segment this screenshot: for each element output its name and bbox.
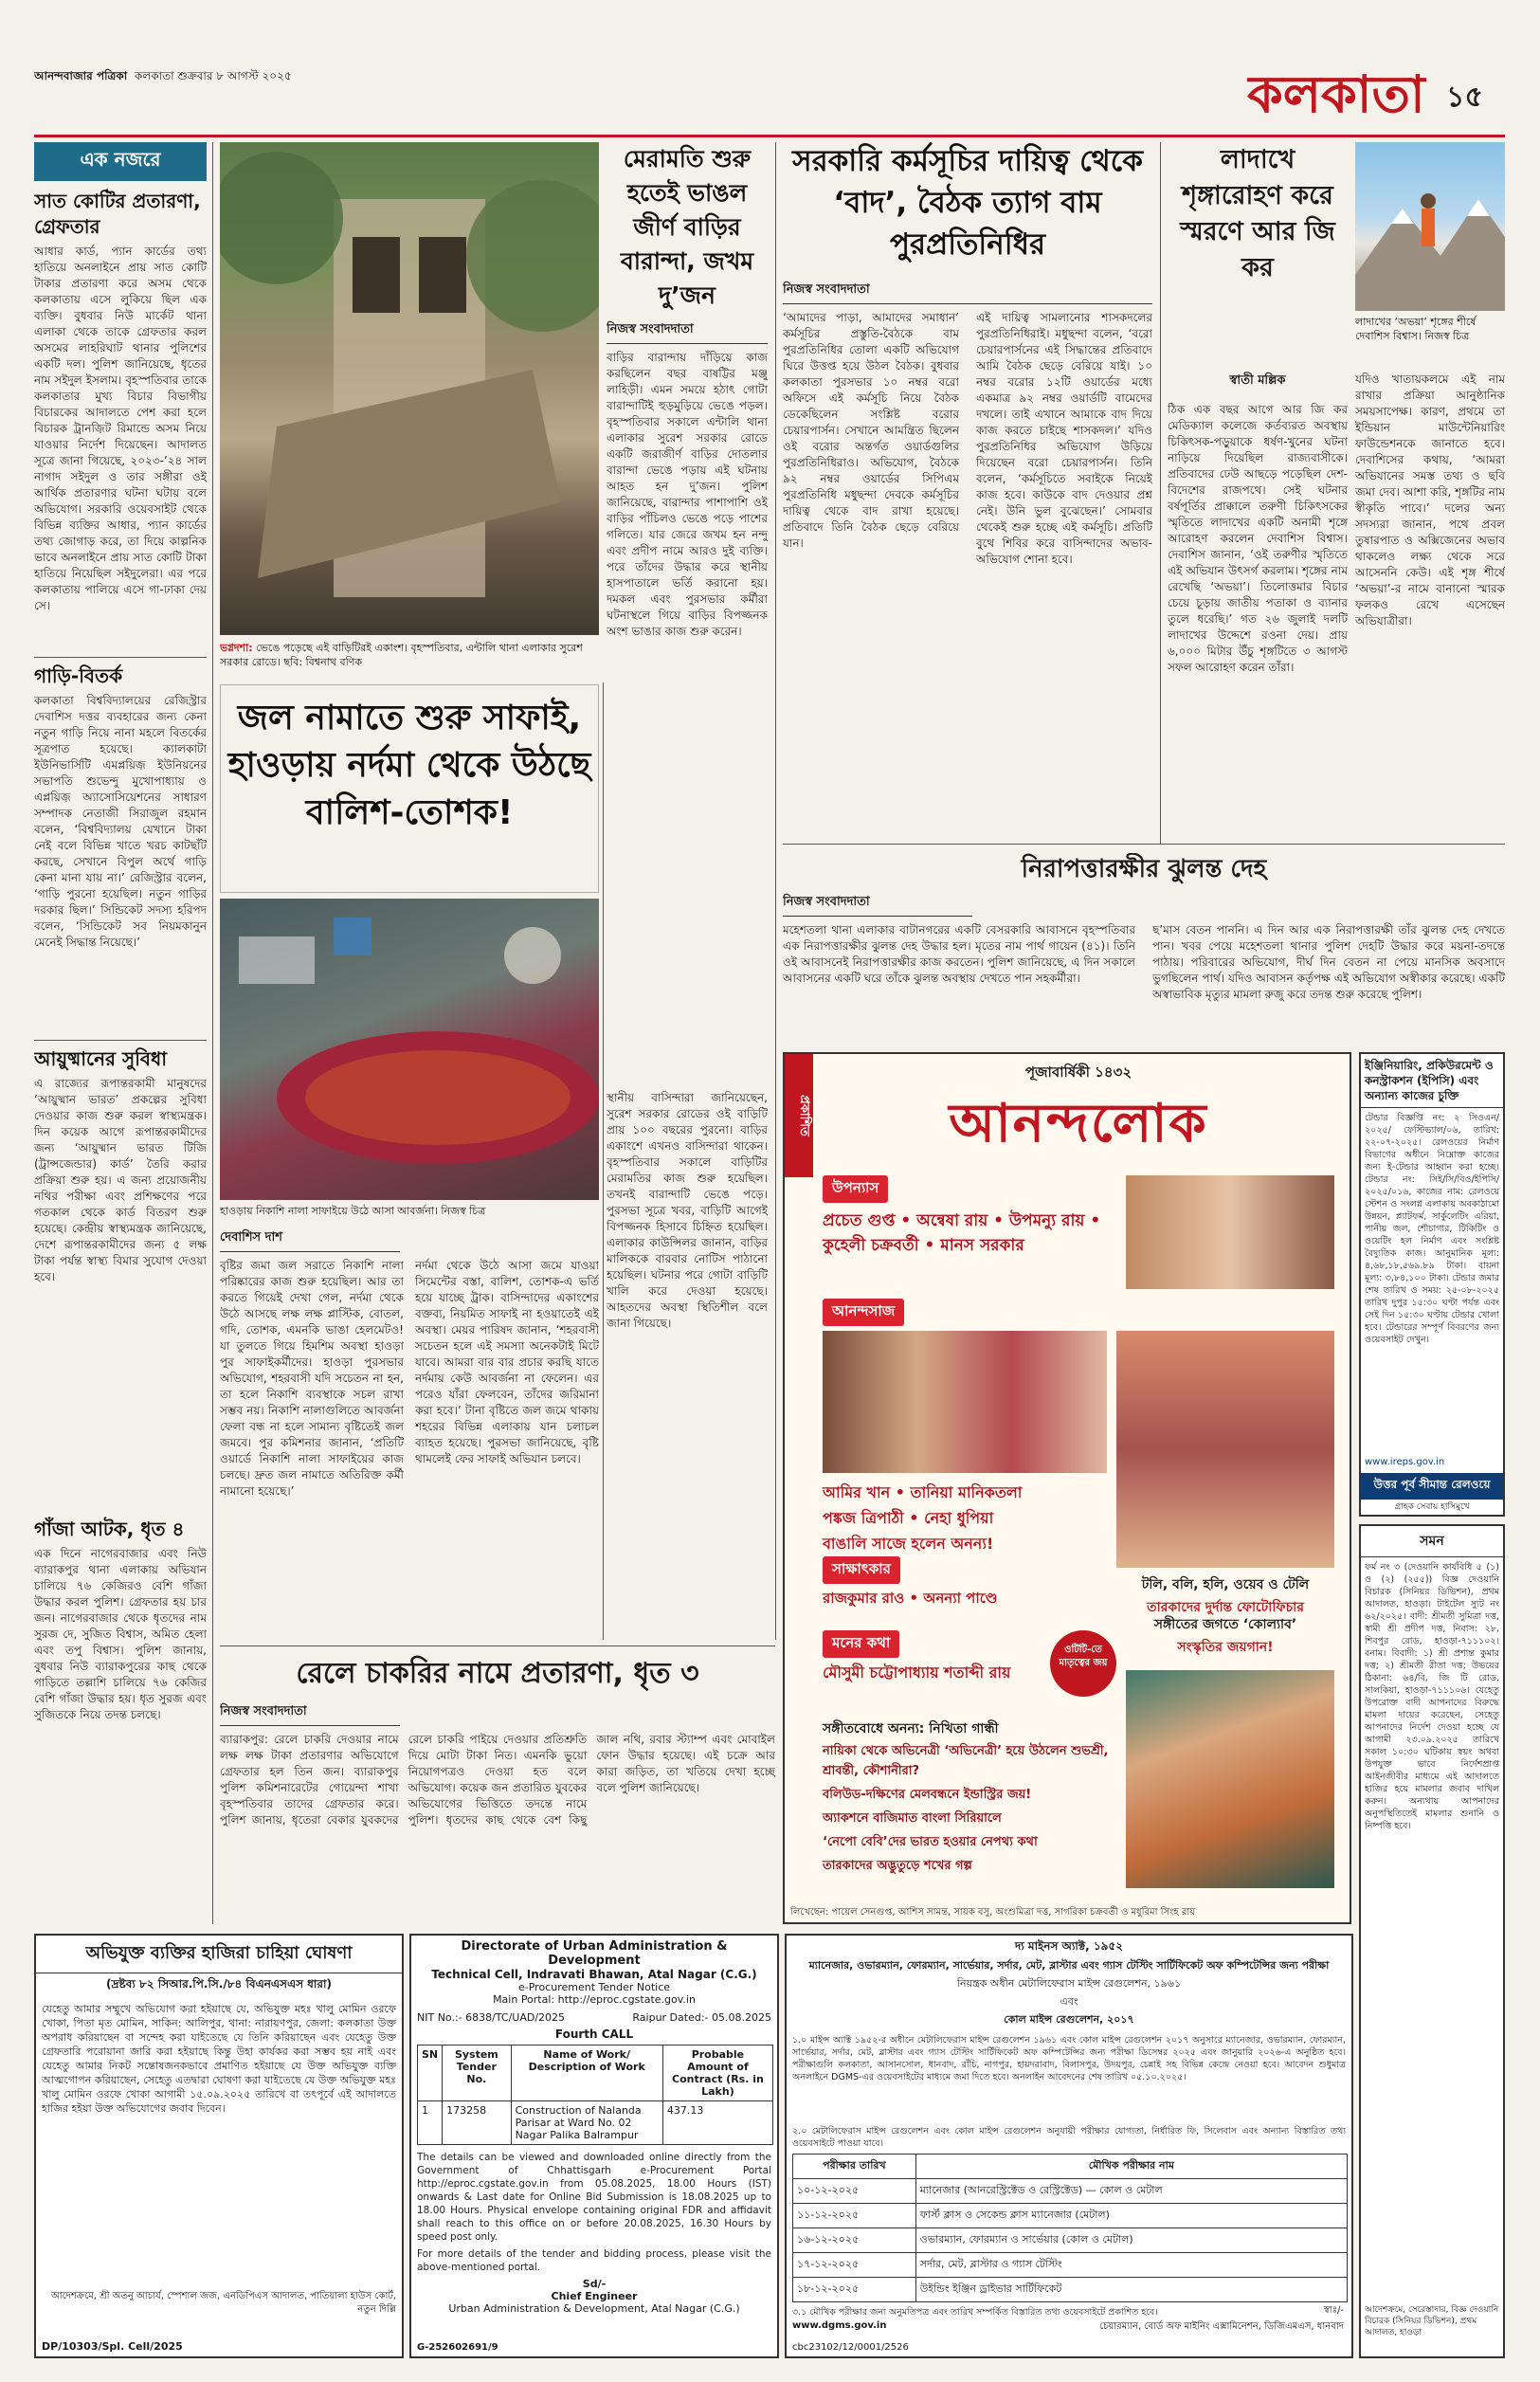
ad-footer: লিখেছেন: পায়েল সেনগুপ্ত, আশিস সামন্ত, সায়ক বসু, অংশুমিত্রা দত্ত, সাগরিকা চক্রবর্তী ও মধুরিমা সিংহ রায় bbox=[790, 1907, 1196, 1918]
hanging-byline: নিজস্ব সংবাদদাতা bbox=[783, 893, 972, 917]
water-body-2: নর্দমা থেকে উঠে আসা জমে যাওয়া সিমেন্টের বস্তা, বালিশ, তোশক-এ ভর্তি হয়ে যাচ্ছে ট্রাক। বাসিন্দাদের একাংশের বক্তব্য, নিয়মিত সাফাই না হওয়াতেই এই অবস্থা। মেয়র পারিষদ জানান, ‘শহরবাসী সচেতন হলে এই সমস্যা অনেকটাই মিটে যাবে। আমরা বার বার প্রচার করছি যাতে নর্দমায় কেউ আবর্জনা না ফেলেন। এর পরেও যাঁরা ফেলবেন, তাঁদের জরিমানা করা হবে।’ টানা বৃষ্টিতে জল জমে থাকায় শহরের বিভিন্ন এলাকায় যান চলাচল ব্যাহত হয়েছে। পুরসভা জানিয়েছে, বৃষ্টি থামলেই ফের সাফাই অভিযান চলবে। bbox=[415, 1259, 599, 1465]
table-header: পরীক্ষার তারিখ bbox=[793, 2155, 916, 2179]
story-fraud-body: আধার কার্ড, প্যান কার্ডের তথ্য হাতিয়ে অনলাইনে প্রায় সাত কোটি টাকার প্রতারণা করে অসম থেকে কলকাতায় এসে লুকিয়ে ছিল এক ব্যক্তি। বুধবার নিউ মার্কেট থানা এলাকা থেকে তাকে গ্রেফতার করল অসমের লাহরিঘাট থানার পুলিশের একটি দল। পুলিশ জানিয়েছে, ধৃতের নাম সইদুল ইসলাম। বৃহস্পতিবার তাকে কলকাতার মুখ্য বিচার বিভাগীয় বিচারকের আদালতে পেশ করা হলে বিচারক ট্রানজ়িট রিমান্ডে অসম নিয়ে যাওয়ার নির্দেশ দিয়েছেন। আদালত সূত্রে জানা গিয়েছে, ২০২৩-’২৪ সাল নাগাদ সইদুল ও তার সঙ্গীরা ওই আর্থিক প্রতারণার ঘটনা ঘটায় বলে অভিযোগ। সরকারি ওয়েবসাইট থেকে বিভিন্ন ব্যক্তির আধার, প্যান কার্ডের তথ্য জোগাড় করে, তা দিয়ে কাল্পনিক ভাবে অনলাইনে প্রায় সাত কোটি টাকা হাতিয়ে নিয়েছিল সইদুলেরা। এর পরে কলকাতায় পালিয়ে এসে গা-ঢাকা দেয় সে। bbox=[34, 245, 207, 612]
cg-date: Raipur Dated:- 05.08.2025 bbox=[632, 2011, 771, 2024]
at-a-glance-column bbox=[34, 142, 207, 1522]
col-rule bbox=[775, 844, 776, 1640]
music-line-2: সংস্কৃতির জয়গান! bbox=[1177, 1640, 1274, 1655]
cg-code: G-252602691/9 bbox=[417, 2342, 498, 2353]
mines-title-2: ম্যানেজার, ওভারম্যান, ফোরম্যান, সার্ভেয়ার, সর্দার, মেট, ব্লাস্টার এবং গ্যাস টেস্টিং সার্টিফিকেট অফ কম্পিটেন্সির জন্য পরীক্ষা bbox=[808, 1959, 1330, 1972]
story-car-body: কলকাতা বিশ্ববিদ্যালয়ের রেজিস্ট্রার দেবাশিস দত্তর ব্যবহারের জন্য কেনা নতুন গাড়ি নিয়ে নানা মহলে বিতর্কের সূত্রপাত হয়েছে। ক্যালকাটা ইউনিভার্সিটি এমপ্লয়িজ় ইউনিয়নের সভাপতি শুভেন্দু মুখোপাধ্যায় ও এপ্লয়িজ় অ্যাসোসিয়েশনের সাধারণ সম্পাদক নেতাজী সিরাজুল রহমান বলেন, ‘বিশ্ববিদ্যালয় যেখানে টাকা নেই বলে বিভিন্ন খাতে খরচ কাটছাঁট করছে, সেখানে বিপুল অর্থে গাড়ি কেনা মানা যায় না।’ রেজিস্ট্রার বলেন, ‘গাড়ি পুরনো হয়েছিল। নতুন গাড়ির দরকার ছিল।’ সিন্ডিকেট সদস্য হরিপদ বলেন, ‘সিন্ডিকেট সব নিয়মকানুন মেনেই সিদ্ধান্ত নিয়েছে।’ bbox=[34, 694, 207, 949]
ad-bullet: তারকাদের অদ্ভুতুড়ে শখের গল্প bbox=[823, 1859, 972, 1873]
ladakh-headline: লাদাখে শৃঙ্গারোহণ করে স্মরণে আর জি কর bbox=[1180, 145, 1335, 282]
tolly-line-1: টলি, বলি, হলি, ওয়েব ও টেলি bbox=[1141, 1577, 1310, 1592]
lead-story bbox=[783, 281, 1152, 830]
railway-tender bbox=[1359, 1052, 1505, 1517]
hanging-body-2: ছ’মাস বেতন পাননি। এ দিন আর এক নিরাপত্তারক্ষী তাঁর ঝুলন্ত দেহ দেখতে পান। খবর পেয়ে মহেশতলা থানার পুলিশ দেহটি উদ্ধার করে ময়না-তদন্তে পাঠায়। পরিবারের অভিযোগ, দীর্ঘ দিন বেতন না পেয়ে মানসিক অবসাদে ভুগছিলেন পার্থ। যদিও আবাসন কর্তৃপক্ষ এই অভিযোগ অস্বীকার করেছে। একটি অস্বাভাবিক মৃত্যুর মামলা রুজু করে তদন্ত শুরু করেছে পুলিশ। bbox=[1152, 923, 1505, 1001]
ad-bullets bbox=[823, 1742, 1116, 1881]
collapse-body-2: স্থানীয় বাসিন্দারা জানিয়েছেন, সুরেশ সরকার রোডের ওই বাড়িটি প্রায় ১০০ বছরের পুরনো। বাড়ির একাংশে এখনও বাসিন্দারা থাকেন। বৃহস্পতিবার সকালে বাড়িটির মেরামতির কাজ শুরু হয়েছিল। তখনই বারান্দাটি ভেঙে পড়ে। পুরসভা সূত্রে খবর, বাড়িটি আগেই বিপজ্জনক হিসাবে চিহ্নিত হয়েছিল। এলাকার কাউন্সিলর জানান, বাড়ির মালিককে বারবার নোটিস পাঠানো হয়েছিল। ঘটনার পরে গোটা বাড়িটি খালি করে দেওয়া হয়েছে। আহতদের অবস্থা স্থিতিশীল বলে জানা গিয়েছে। bbox=[607, 1091, 768, 1330]
collapse-headline: মেরামতি শুরু হতেই ভাঙল জীর্ণ বাড়ির বারান্দা, জখম দু’জন bbox=[620, 145, 754, 309]
water-headline-box bbox=[220, 684, 599, 893]
collapse-caption bbox=[220, 641, 599, 682]
table-row bbox=[418, 2101, 773, 2145]
table-row bbox=[793, 2228, 1348, 2253]
ad-tag: প্রকাশিত bbox=[785, 1054, 813, 1177]
table-header: মৌখিক পরীক্ষার নাম bbox=[915, 2155, 1347, 2179]
novel-label: উপন্যাস bbox=[823, 1175, 888, 1203]
ad-bullet: অ্যাকশনে বাজিমাত বাংলা সিরিয়ালে bbox=[823, 1811, 1002, 1826]
collapse-story bbox=[607, 142, 768, 1137]
moner-label: মনের কথা bbox=[823, 1630, 899, 1658]
tolly-photo bbox=[1116, 1331, 1334, 1568]
anandalok-ad bbox=[783, 1052, 1351, 1924]
col-rule bbox=[212, 142, 213, 1924]
drain-photo bbox=[220, 899, 599, 1200]
table-row bbox=[793, 2204, 1348, 2228]
cg-sig-3: Urban Administration & Development, Atal Nagar (C.G.) bbox=[448, 2302, 740, 2315]
section-title: কলকাতা bbox=[1247, 64, 1425, 124]
cg-tender-notice bbox=[409, 1934, 779, 2358]
table-row bbox=[793, 2179, 1348, 2204]
lead-body-2: এই দায়িত্ব সামলানোর শাসকদলের পুরপ্রতিনিধিরাই। মধুছন্দা বলেন, ‘বরো চেয়ারপার্সনের এই সিদ্ধান্তের প্রতিবাদে আমি বৈঠক ছেড়ে বেরিয়ে যাই। ১০ নম্বর বরোর ১২টি ওয়ার্ডের মধ্যে একমাত্র ৯২ নম্বর ওয়ার্ডটি বামেদের দখলে। তাই এখানে আমাকে বাদ দিয়ে কাজ করতে চাইছে শাসকদল।’ যদিও পুরপ্রতিনিধির অভিযোগ উড়িয়ে দিয়েছেন বরো চেয়ারপার্সন। তিনি বলেন, ‘কর্মসূচিতে সবাইকে নিয়েই কাজ হবে। কাউকে বাদ দেওয়ার প্রশ্ন নেই। উনি ভুল বুঝেছেন।’ সোমবার থেকেই শুরু হচ্ছে এই কর্মসূচি। প্রতিটি বুথে শিবির করে বাসিন্দাদের অভাব-অভিযোগ শোনা হবে। bbox=[976, 311, 1152, 566]
moner-names: মৌসুমী চট্টোপাধ্যায় শতাব্দী রায় bbox=[823, 1664, 1011, 1682]
railway-footer: উত্তর পূর্ব সীমান্ত রেলওয়ে bbox=[1361, 1473, 1503, 1500]
interview-names: রাজকুমার রাও • অনন্যা পাণ্ডে bbox=[823, 1590, 998, 1607]
cg-call: Fourth CALL bbox=[554, 2027, 634, 2041]
water-headline: জল নামাতে শুরু সাফাই, হাওড়ায় নর্দমা থেকে উঠছে বালিশ-তোশক! bbox=[227, 699, 591, 832]
col-rule bbox=[603, 682, 604, 1640]
cg-sig-1: Sd/- bbox=[582, 2278, 607, 2290]
table-header: SN bbox=[418, 2046, 443, 2101]
story-ayushman-body: এ রাজ্যের রূপান্তরকামী মানুষদের ‘আয়ুষ্মান ভারত’ প্রকল্পের সুবিধা দেওয়ার কাজ শুরু করল স্বাস্থ্যমন্ত্রক। দিন কয়েক আগে রূপান্তরকামীদের জন্য ‘আয়ুষ্মান ভারত টিজি (ট্রান্সজেন্ডার) কার্ড’ তৈরি করার প্রক্রিয়া শুরু হয়। এ জন্য প্রয়োজনীয় নথির পরীক্ষা এবং প্রশিক্ষণের পরে গতকাল থেকে কার্ড বিতরণ শুরু হয়েছে। কেন্দ্রীয় স্বাস্থ্যমন্ত্রক জানিয়েছে, দেশে রূপান্তরকামীদের জন্য ৫ লক্ষ টাকা পর্যন্ত স্বাস্থ্য বিমার সুযোগ দেওয়া হবে। bbox=[34, 1077, 207, 1283]
table-header: Name of Work/ Description of Work bbox=[511, 2046, 662, 2101]
ladakh-caption: লাদাখের ‘অভয়া’ শৃঙ্গের শীর্ষে দেবাশিস বিশ্বাস। নিজস্ব চিত্র bbox=[1355, 316, 1477, 342]
story-ganja-body: এক দিনে নাগেরবাজার এবং নিউ ব্যারাকপুর থানা এলাকায় অভিযান চালিয়ে ৭৬ কেজিরও বেশি গাঁজা উদ্ধার করল পুলিশ। গ্রেফতার হয় চার জন। নাগেরবাজার থেকে ধৃতদের নাম সুরজ দে, সুজিত বিশ্বাস, অমিত হেলা এবং তপু বিশ্বাস। পুলিশ জানায়, বুধবার নিউ ব্যারাকপুরের কাছ থেকে গাড়িতে তল্লাশি চালিয়ে ৭৬ কেজির বেশি গাঁজা উদ্ধার হয়। ধৃত সুরজ এবং সুজিতকে নিয়ে তদন্ত চলছে। bbox=[34, 1547, 207, 1721]
hanging-headline: নিরাপত্তারক্ষীর ঝুলন্ত দেহ bbox=[1021, 855, 1267, 883]
novel-photo bbox=[1126, 1175, 1334, 1289]
proclamation-code: DP/10303/Spl. Cell/2025 bbox=[42, 2340, 183, 2353]
cg-tender-table bbox=[417, 2045, 773, 2145]
railway-website: www.ireps.gov.in bbox=[1365, 1457, 1445, 1467]
ladakh-photo bbox=[1355, 142, 1505, 311]
collapse-caption-lead: ভগ্নদশা: bbox=[220, 642, 253, 654]
table-cell: 437.13 bbox=[662, 2101, 772, 2145]
story-fraud-headline: সাত কোটির প্রতারণা, গ্রেফতার bbox=[34, 190, 201, 238]
collapse-photo bbox=[220, 142, 599, 635]
masthead-rule bbox=[34, 135, 1505, 137]
cg-details: The details can be viewed and downloaded online directly from the Government of Chhattisgarh e-Procurement Portal http://eproc.cgstate.gov.in from 05.08.2025, 18.00 Hours (IST) onwards & Last date for Online Bid Submission is 18.08.2025 up to 18.00 Hours. Physical envelope containing original FDR and affidavit shall reach to this office on or before 20.08.2025, 16.30 Hours by speed post only. bbox=[417, 2152, 771, 2243]
summons-title: সমন bbox=[1361, 1526, 1503, 1557]
story-car-headline: গাড়ি-বিতর্ক bbox=[34, 664, 123, 687]
mines-title-5: কোল মাইন্স রেগুলেশন, ২০১৭ bbox=[1004, 2013, 1134, 2026]
cg-sig-2: Chief Engineer bbox=[551, 2290, 638, 2302]
publication-dateline bbox=[34, 68, 698, 87]
music-line-1: সঙ্গীতের জগতে ‘কোল্যাব’ bbox=[1153, 1617, 1297, 1632]
proclamation-notice bbox=[34, 1934, 404, 2358]
table-cell: 1 bbox=[418, 2101, 443, 2145]
drain-photo-art bbox=[220, 899, 599, 1200]
stars-line-2: পঙ্কজ ত্রিপাঠী • নেহা ধুপিয়া bbox=[823, 1509, 994, 1527]
mountain-art bbox=[1355, 142, 1505, 311]
table-cell: উইন্ডিং ইঞ্জিন ড্রাইভার সার্টিফিকেট bbox=[915, 2278, 1347, 2302]
table-cell: 173258 bbox=[443, 2101, 511, 2145]
story-ganja bbox=[34, 1517, 207, 1915]
table-cell: ফার্স্ট ক্লাস ও সেকেন্ড ক্লাস ম্যানেজার (মেটাল) bbox=[915, 2204, 1347, 2228]
sangeet-label: সঙ্গীতবোধে অনন্য: নিখিতা গান্ধী bbox=[823, 1721, 999, 1736]
cover-photo bbox=[1126, 1670, 1334, 1888]
table-cell: ১১-১২-২০২৫ bbox=[793, 2204, 916, 2228]
mines-website: www.dgms.gov.in bbox=[792, 2320, 887, 2331]
cg-line-4: Main Portal: http://eproc.cgstate.gov.in bbox=[493, 1993, 696, 2006]
mines-sig-1: স্বাঃ/- bbox=[1323, 2305, 1344, 2316]
lead-byline: নিজস্ব সংবাদদাতা bbox=[783, 281, 1152, 304]
story-ayushman-headline: আয়ুষ্মানের সুবিধা bbox=[34, 1047, 168, 1070]
mines-sig-2: চেয়ারম্যান, বোর্ড অফ মাইনিং এক্সামিনেশন, ডিজিএমএস, ধানবাদ bbox=[1098, 2321, 1344, 2332]
col-rule bbox=[775, 142, 776, 844]
ott-badge: ওটিটি-তে মাতৃত্বের জয় bbox=[1050, 1630, 1116, 1697]
ladakh-byline: স্বাতী মল্লিক bbox=[1168, 372, 1348, 394]
table-cell: ওভারম্যান, ফোরম্যান ও সার্ভেয়ার (কোল ও মেটাল) bbox=[915, 2228, 1347, 2253]
cg-line-1: Directorate of Urban Administration & Development bbox=[461, 1939, 728, 1968]
ad-issue: পূজাবার্ষিকী ১৪৩২ bbox=[1024, 1064, 1132, 1081]
jobs-fraud-byline: নিজস্ব সংবাদদাতা bbox=[220, 1702, 400, 1726]
table-cell: ১৮-১২-২০২৫ bbox=[793, 2278, 916, 2302]
table-row bbox=[793, 2278, 1348, 2302]
collapse-caption-text: ভেঙে পড়েছে এই বাড়িটিরই একাংশ। বৃহস্পতিবার, এন্টালি থানা এলাকার সুরেশ সরকার রোডে। ছবি: বিশ্বনাথ বণিক bbox=[220, 642, 583, 668]
mines-code: cbc23102/12/0001/2526 bbox=[792, 2342, 909, 2353]
proclamation-sub: (দ্রষ্টব্য ৮২ সিআর.পি.সি./৮৪ বিএনএসএস ধারা) bbox=[106, 1977, 332, 1991]
mines-title-3: নিয়ন্ত্রক অধীন মেটালিফেরাস মাইন্স রেগুলেশন, ১৯৬১ bbox=[956, 1977, 1182, 1990]
railway-footer-sub: গ্রাহক সেবায় হাসিমুখে bbox=[1394, 1502, 1470, 1512]
lead-body-1: ‘আমাদের পাড়া, আমাদের সমাধান’ কর্মসূচির প্রস্তুতি-বৈঠকে বাম পুরপ্রতিনিধির তোলা একটি অভিযোগ ঘিরে উত্তপ্ত হয়ে উঠল বৈঠক। বুধবার কলকাতা পুরসভার ১০ নম্বর বরো অফিসে এই কর্মসূচি নিয়ে বৈঠক ডেকেছিলেন সংশ্লিষ্ট বরোর চেয়ারপার্সন। সেখানে আমন্ত্রিত ছিলেন ওই বরোর অন্তর্গত ওয়ার্ডগুলির পুরপ্রতিনিধিরাও। অভিযোগ, বৈঠকে ৯২ নম্বর ওয়ার্ডের সিপিএম পুরপ্রতিনিধি মধুছন্দা দেবকে কর্মসূচির দায়িত্ব থেকে বাদ রাখা হয়েছে। প্রতিবাদে তিনি বৈঠক ছেড়ে বেরিয়ে যান। bbox=[783, 311, 959, 550]
ladakh-body-2: যদিও খাতায়কলমে এই নাম রাখার প্রক্রিয়া আনুষ্ঠানিক সময়সাপেক্ষ। কারণ, প্রথমে তা ইন্ডিয়ান মাউন্টেনিয়ারিং ফাউন্ডেশনকে জানাতে হবে। দেবাশিসের কথায়, ‘আমরা অভিযানের সমস্ত তথ্য ও ছবি জমা দেব। আশা করি, শৃঙ্গটির নাম স্বীকৃতি পাবে।’ দলের অন্য সদস্যরা জানান, পথে প্রবল তুষারপাত ও অক্সিজেনের অভাব থাকলেও লক্ষ্য থেকে সরে আসেননি কেউ। এই শৃঙ্গ শীর্ষে ‘অভয়া’-র নামে বানানো স্মারক ফলকও রেখে এসেছেন অভিযাত্রীরা। bbox=[1355, 373, 1505, 627]
jobs-fraud-story bbox=[220, 1702, 775, 1926]
table-cell: ম্যানেজার (আনরেস্ট্রিক্টেড ও রেস্ট্রিক্টেড) — কোল ও মেটাল bbox=[915, 2179, 1347, 2204]
publication-name: আনন্দবাজার পত্রিকা bbox=[34, 69, 128, 82]
col-rule bbox=[1160, 142, 1161, 844]
proclamation-signature: আদেশক্রমে, শ্রী অতনু আচার্য, স্পেশাল জজ, এনডিপিএস আদালত, পাতিয়ালা হাউস কোর্ট, নতুন দিল্লি bbox=[51, 2291, 396, 2315]
ladakh-body-1: ঠিক এক বছর আগে আর জি কর মেডিক্যাল কলেজে কর্তব্যরত অবস্থায় চিকিৎসক-পড়ুয়াকে ধর্ষণ-খুনের ঘটনা নাড়িয়ে দিয়েছিল রাজ্যবাসীকে। প্রতিবাদের ঢেউ আছড়ে পড়েছিল দেশ-বিদেশের রাজপথে। সেই ঘটনার বর্ষপূর্তির প্রাক্কালে তরুণী চিকিৎসকের স্মৃতিতে লাদাখের একটি অনামী শৃঙ্গে আরোহণ করলেন দেবাশিস বিশ্বাস। দেবাশিস জানান, ‘ওই তরুণীর স্মৃতিতে এই অভিযান উৎসর্গ করলাম। শৃঙ্গের নাম রেখেছি ‘অভয়া’। তিলোত্তমার বিচার চেয়ে চূড়ায় জাতীয় পতাকা ও ব্যানার তুলে ধরেছি।’ গত ২৬ জুলাই দলটি লাদাখের উদ্দেশে রওনা দেয়। প্রায় ৬,০০০ মিটার উঁচু শৃঙ্গটিতে ৩ আগস্ট সফল আরোহণ করেন তাঁরা। bbox=[1168, 403, 1348, 674]
summons-signature: আদেশক্রমে, সেরেস্তাদার, বিজ্ঞ দেওয়ানি বিচারক (সিনিয়র ডিভিশন), প্রথম আদালত, হাওড়া bbox=[1365, 2305, 1499, 2337]
interview-label: সাক্ষাৎকার bbox=[823, 1556, 900, 1584]
stars-photo bbox=[823, 1331, 1107, 1473]
hanging-body-1: মহেশতলা থানা এলাকার বাটানগরের একটি বেসরকারি আবাসনে বৃহস্পতিবার এক নিরাপত্তারক্ষীর ঝুলন্ত দেহ উদ্ধার হল। মৃতের নাম পার্থ গায়েন (৪১)। তিনি ওই আবাসনেই নিরাপত্তারক্ষীর কাজ করতেন। পুলিশ জানিয়েছে, এ দিন সকালে আবাসনের একটি ঘরে তাঁকে ঝুলন্ত অবস্থায় দেখতে পান সহকর্মীরা। bbox=[783, 923, 1135, 985]
water-body-1: বৃষ্টির জমা জল সরাতে নিকাশি নালা পরিষ্কারের কাজ শুরু হয়েছিল। আর তা করতে গিয়েই দেখা গেল, নর্দমা থেকে উঠে আসছে লক্ষ লক্ষ প্লাস্টিক, বোতল, গদি, তোশক, এমনকি ভাঙা হেলমেটও! যা তুলতে গিয়ে হিমশিম অবস্থা হাওড়া পুর সাফাইকর্মীদের। হাওড়া পুরসভার অভিযোগ, শহরবাসী যদি সচেতন না হন, তা হলে নিকাশি ব্যবস্থাকে সচল রাখা সম্ভব নয়। নিকাশি নালাগুলিতে আবর্জনা ফেলা বন্ধ না হলে সামান্য বৃষ্টিতেই জল জমবে। পুর কমিশনার জানান, ‘প্রতিটি ওয়ার্ডে নিকাশি নালা সাফাইয়ের কাজ চলছে। দ্রুত জল নামাতে অতিরিক্ত কর্মী নামানো হয়েছে।’ bbox=[220, 1259, 404, 1498]
mines-body-2: ২.০ মেটালিফেরাস মাইন্স রেগুলেশন এবং কোল মাইন্স রেগুলেশন অনুযায়ী পরীক্ষার যোগ্যতা, নির্ধারিত ফি, সিলেবাস এবং অন্যান্য বিস্তারিত তথ্য ওয়েবসাইটে পাওয়া যাবে। bbox=[792, 2126, 1346, 2149]
story-ganja-headline: গাঁজা আটক, ধৃত ৪ bbox=[34, 1518, 185, 1540]
railway-title: ইঞ্জিনিয়ারিং, প্রকিউরমেন্ট ও কনস্ট্রাকশন (ইপিসি) এবং অন্যান্য কাজের চুক্তি bbox=[1361, 1054, 1503, 1108]
table-row bbox=[793, 2253, 1348, 2278]
page-number: ১৫ bbox=[1446, 81, 1483, 112]
collapse-body-1: বাড়ির বারান্দায় দাঁড়িয়ে কাজ করছিলেন বছর বাষট্টির মঞ্জু লাহিড়ী। এমন সময়ে হঠাৎ গোটা বারান্দাটিই হুড়মুড়িয়ে ভেঙে পড়ল। বৃহস্পতিবার সকালে এন্টালি থানা এলাকার সুরেশ সরকার রোডে একটি জরাজীর্ণ বাড়ির দোতলার বারান্দা ভেঙে পড়ায় এই ঘটনায় আহত হন দু’জন। পুলিশ জানিয়েছে, বারান্দার পাশাপাশি ওই বাড়ির পাঁচিলও ভেঙে পড়ে পাশের গলিতে। যার জেরে জখম হন নন্দু এবং প্রদীপ নামে আরও দুই ব্যক্তি। পরে তাঁদের উদ্ধার করে স্থানীয় হাসপাতালে ভর্তি করানো হয়। দমকল এবং পুরসভার কর্মীরা ঘটনাস্থলে গিয়ে বাড়ির বিপজ্জনক অংশ ভাঙার কাজ শুরু করেন। bbox=[607, 351, 768, 638]
jobs-fraud-body: ব্যারাকপুর: রেলে চাকরি দেওয়ার নামে লক্ষ লক্ষ টাকা প্রতারণার অভিযোগে গ্রেফতার হল তিন জন। ব্যারাকপুর পুলিশ কমিশনারেটের গোয়েন্দা শাখা বৃহস্পতিবার তাদের গ্রেফতার করে। পুলিশ জানায়, ধৃতেরা বেকার যুবকদের রেলে চাকরি পাইয়ে দেওয়ার প্রতিশ্রুতি দিয়ে মোটা টাকা নিত। এমনকি ভুয়ো নিয়োগপত্রও দেওয়া হত বলে অভিযোগ। কয়েক জন প্রতারিত যুবকের অভিযোগের ভিত্তিতে তদন্তে নামে পুলিশ। ধৃতদের কাছ থেকে বেশ কিছু জাল নথি, রবার স্ট্যাম্প এবং মোবাইল ফোন উদ্ধার হয়েছে। এই চক্রে আর কারা জড়িত, তা খতিয়ে দেখা হচ্ছে বলে পুলিশ জানিয়েছে। bbox=[220, 1733, 775, 1827]
water-story bbox=[220, 1228, 599, 1636]
mines-body-1: ১.০ মাইন্স অ্যাক্ট ১৯৫২-র অধীনে মেটালিফেরাস মাইন্স রেগুলেশন ১৯৬১ এবং কোল মাইন্স রেগুলেশন ২০১৭ অনুসারে ম্যানেজার, ওভারম্যান, ফোরম্যান, সার্ভেয়ার, সর্দার, মেট, ব্লাস্টার এবং গ্যাস টেস্টিং সার্টিফিকেট অফ কম্পিটেন্সির জন্য পরীক্ষা ডিসেম্বর ২০২৫ এবং জানুয়ারি ২০২৬-এ অনুষ্ঠিত হবে। পরীক্ষাগুলি কলকাতা, আসানসোল, ধানবাদ, রাঁচি, নাগপুর, হায়দরাবাদ, বিলাসপুর, উদয়পুর, চেন্নাই সহ বিভিন্ন কেন্দ্রে নেওয়া হবে। আবেদন শুধুমাত্র অনলাইনে DGMS-এর ওয়েবসাইটের মাধ্যমে জমা দিতে হবে। অনলাইন আবেদনের শেষ তারিখ ০৫.১০.২০২৫। bbox=[792, 2035, 1346, 2082]
mines-table bbox=[792, 2154, 1348, 2302]
mines-title-4: এবং bbox=[1060, 1995, 1078, 2008]
mines-body-3: ৩.১ মৌখিক পরীক্ষার জন্য অনুমতিপত্র এবং তারিখ সম্পর্কিত বিস্তারিত তথ্য ওয়েবসাইটে প্রকাশিত হবে। bbox=[792, 2307, 1158, 2318]
collapse-byline: নিজস্ব সংবাদদাতা bbox=[607, 320, 768, 344]
tolly-line-2: তারকাদের দুর্দান্ত ফোটোফিচার bbox=[1147, 1600, 1304, 1615]
ad-bullet: ‘নেপো বেবি’দের ভারত হওয়ার নেপথ্য কথা bbox=[823, 1835, 1038, 1849]
hanging-story bbox=[783, 893, 1505, 1046]
proclamation-title: অভিযুক্ত ব্যক্তির হাজিরা চাহিয়া ঘোষণা bbox=[36, 1936, 402, 1973]
section-rule bbox=[783, 844, 1505, 845]
ad-brand: আনন্দলোক bbox=[949, 1093, 1208, 1155]
collapse-photo-art bbox=[220, 142, 599, 635]
novel-authors: প্রচেত গুপ্ত • অন্বেষা রায় • উপমন্যু রায় • কুহেলী চক্রবর্তী • মানস সরকার bbox=[823, 1211, 1101, 1255]
ladakh-byline-box bbox=[1168, 372, 1348, 394]
table-cell: Construction of Nalanda Parisar at Ward No. 02 Nagar Palika Balrampur bbox=[511, 2101, 662, 2145]
cg-nit: NIT No.:- 6838/TC/UAD/2025 bbox=[417, 2011, 566, 2024]
water-byline: দেবাশিস দাশ bbox=[220, 1228, 400, 1252]
jobs-fraud-headline: রেলে চাকরির নামে প্রতারণা, ধৃত ৩ bbox=[296, 1657, 699, 1690]
mines-title-1: দ্য মাইনস অ্যাক্ট, ১৯৫২ bbox=[1014, 1939, 1124, 1953]
drain-caption: হাওড়ায় নিকাশি নালা সাফাইয়ে উঠে আসা আবর্জনা। নিজস্ব চিত্র bbox=[220, 1205, 486, 1217]
table-header: Probable Amount of Contract (Rs. in Lakh) bbox=[662, 2046, 772, 2101]
dateline: কলকাতা শুক্রবার ৮ আগস্ট ২০২৫ bbox=[134, 69, 292, 82]
summons-body: ফর্ম নং ৩ (দেওয়ানি কার্যবিধি ৫ (১) ও (২) (২৫৫)) বিজ্ঞ দেওয়ানি বিচারক (সিনিয়র ডিভিশন), প্রথম আদালত, হাওড়া। টাইটেল স্যুট নং ৬২/২০২৫। বাদী: শ্রীমতী সুমিত্রা দত্ত, স্বামী শ্রী প্রদীপ দত্ত, নিবাস: ২৮, শিবপুর রোড, হাওড়া-৭১১১০২। বনাম। বিবাদী: ১) শ্রী প্রশান্ত কুমার দত্ত; ২) শ্রীমতী রীতা দত্ত; উভয়ের ঠিকানা: ৬৪/বি, জি টি রোড, সালকিয়া, হাওড়া-৭১১১০৬। যেহেতু উপরোক্ত বাদী আপনাদের বিরুদ্ধে মামলা দায়ের করেছেন, সেহেতু আপনাদের নির্দেশ দেওয়া হচ্ছে যে আগামী ২৩.০৯.২০২৫ তারিখে সকাল ১০:৩০ ঘটিকায় স্বয়ং অথবা উপযুক্ত ভাবে নির্দেশপ্রাপ্ত আইনজীবীর মাধ্যমে এই আদালতে হাজির হয়ে মামলার জবাব দাখিল করুন। অন্যথায় আপনাদের অনুপস্থিতিতেই মামলার শুনানি ও নিষ্পত্তি হবে। bbox=[1365, 1562, 1499, 1831]
cg-line-2: Technical Cell, Indravati Bhawan, Atal Nagar (C.G.) bbox=[431, 1968, 757, 1981]
stars-line-3: বাঙালি সাজে হলেন অনন্য! bbox=[823, 1535, 994, 1553]
proclamation-body: যেহেতু আমার সম্মুখে অভিযোগ করা হইয়াছে যে, অভিযুক্ত মহঃ খালু মোমিন ওরফে খোকা, পিতা মৃত মোমিন, সাকিন: আলিপুর, থানা: নারায়ণপুর, জেলা: কলকাতা উক্ত অপরাধ করিয়াছেন বা সন্দেহ করা যাইতেছে যে তিনি করিয়াছেন এবং যেহেতু উক্ত গ্রেফতারি পরোয়ানা জারি করা হইয়াছে কিন্তু উহা কার্যকর করা সম্ভব হয় নাই এবং যেহেতু আমার নিকট সন্তোষজনকভাবে প্রমাণিত হইয়াছে যে উক্ত অভিযুক্ত ব্যক্তি আত্মগোপন করিয়াছেন, সেহেতু এতদ্বারা ঘোষণা করা যাইতেছে যে উক্ত অভিযুক্ত মহঃ খালু মোমিন ওরফে খোকা আগামী ১৫.০৯.২০২৫ তারিখে বা তৎপূর্বে এই আদালতে হাজির হইয়া উক্ত অভিযোগের জবাব দিবেন। bbox=[42, 2003, 396, 2115]
lead-story-headline: সরকারি কর্মসূচির দায়িত্ব থেকে ‘বাদ’, বৈঠক ত্যাগ বাম পুরপ্রতিনিধির bbox=[792, 144, 1143, 262]
masthead bbox=[34, 61, 1505, 135]
court-summons bbox=[1359, 1524, 1505, 2358]
cg-more: For more details of the tender and bidding process, please visit the above-mentioned portal. bbox=[417, 2248, 771, 2273]
table-cell: ১০-১২-২০২৫ bbox=[793, 2179, 916, 2204]
stars-line-1: আমির খান • তানিয়া মানিকতলা bbox=[823, 1483, 1023, 1501]
cg-line-3: e-Procurement Tender Notice bbox=[517, 1981, 671, 1993]
railway-body: টেন্ডার বিজ্ঞপ্তি নং: ২ সিওএন/২০২৫/ ফেস্টিভ্যাল/০৬, তারিখ: ২২-০৭-২০২৫। রেলওয়ের নির্মাণ বিভাগের অধীনে নিম্নোক্ত কাজের জন্য ই-টেন্ডার আহ্বান করা হচ্ছে। টেন্ডার নং: সিই/সি/বিও/ইপিসি/২০২৫/০১৬, কাজের নাম: রেলওয়ে স্টেশন ও সংলগ্ন এলাকায় অবকাঠামো উন্নয়ন, প্ল্যাটফর্ম, সার্কুলেটিং এরিয়া, পানীয় জল, শৌচাগার, টিকিটিং ও ওয়েটিং হল নির্মাণ এবং সংশ্লিষ্ট বৈদ্যুতিক কাজ। আনুমানিক মূল্য: ৪,৬৮,১৮,৫৬৯.৮৯ টাকা। বায়না মূল্য: ৩,৮৪,১০০ টাকা। টেন্ডার জমার শেষ তারিখ ও সময়: ২৫-০৮-২০২৫ তারিখ দুপুর ১৫:৩০ ঘণ্টা পর্যন্ত এবং সেই দিন ১৫:৩০ ঘণ্টায় টেন্ডার খোলা হবে। টেন্ডারের সম্পূর্ণ বিবরণের জন্য ওয়েবসাইট দেখুন। bbox=[1365, 1113, 1499, 1345]
ad-bullet: নায়িকা থেকে অভিনেত্রী ‘অভিনেত্রী’ হয়ে উঠলেন শুভশ্রী, শ্রাবন্তী, কৌশানীরা? bbox=[823, 1744, 1109, 1778]
ad-bullet: বলিউড-দক্ষিণের মেলবন্ধনে ইন্ডাস্ট্রির জয়! bbox=[823, 1788, 1032, 1802]
table-cell: ১৬-১২-২০২৫ bbox=[793, 2228, 916, 2253]
mines-notice bbox=[785, 1934, 1353, 2358]
table-cell: সর্দার, মেট, ব্লাস্টার ও গ্যাস টেস্টিং bbox=[915, 2253, 1347, 2278]
table-cell: ১৭-১২-২০২৫ bbox=[793, 2253, 916, 2278]
anandasaj-label: আনন্দসাজ bbox=[823, 1299, 904, 1326]
at-a-glance-banner: এক নজরে bbox=[34, 142, 207, 181]
table-header: System Tender No. bbox=[443, 2046, 511, 2101]
